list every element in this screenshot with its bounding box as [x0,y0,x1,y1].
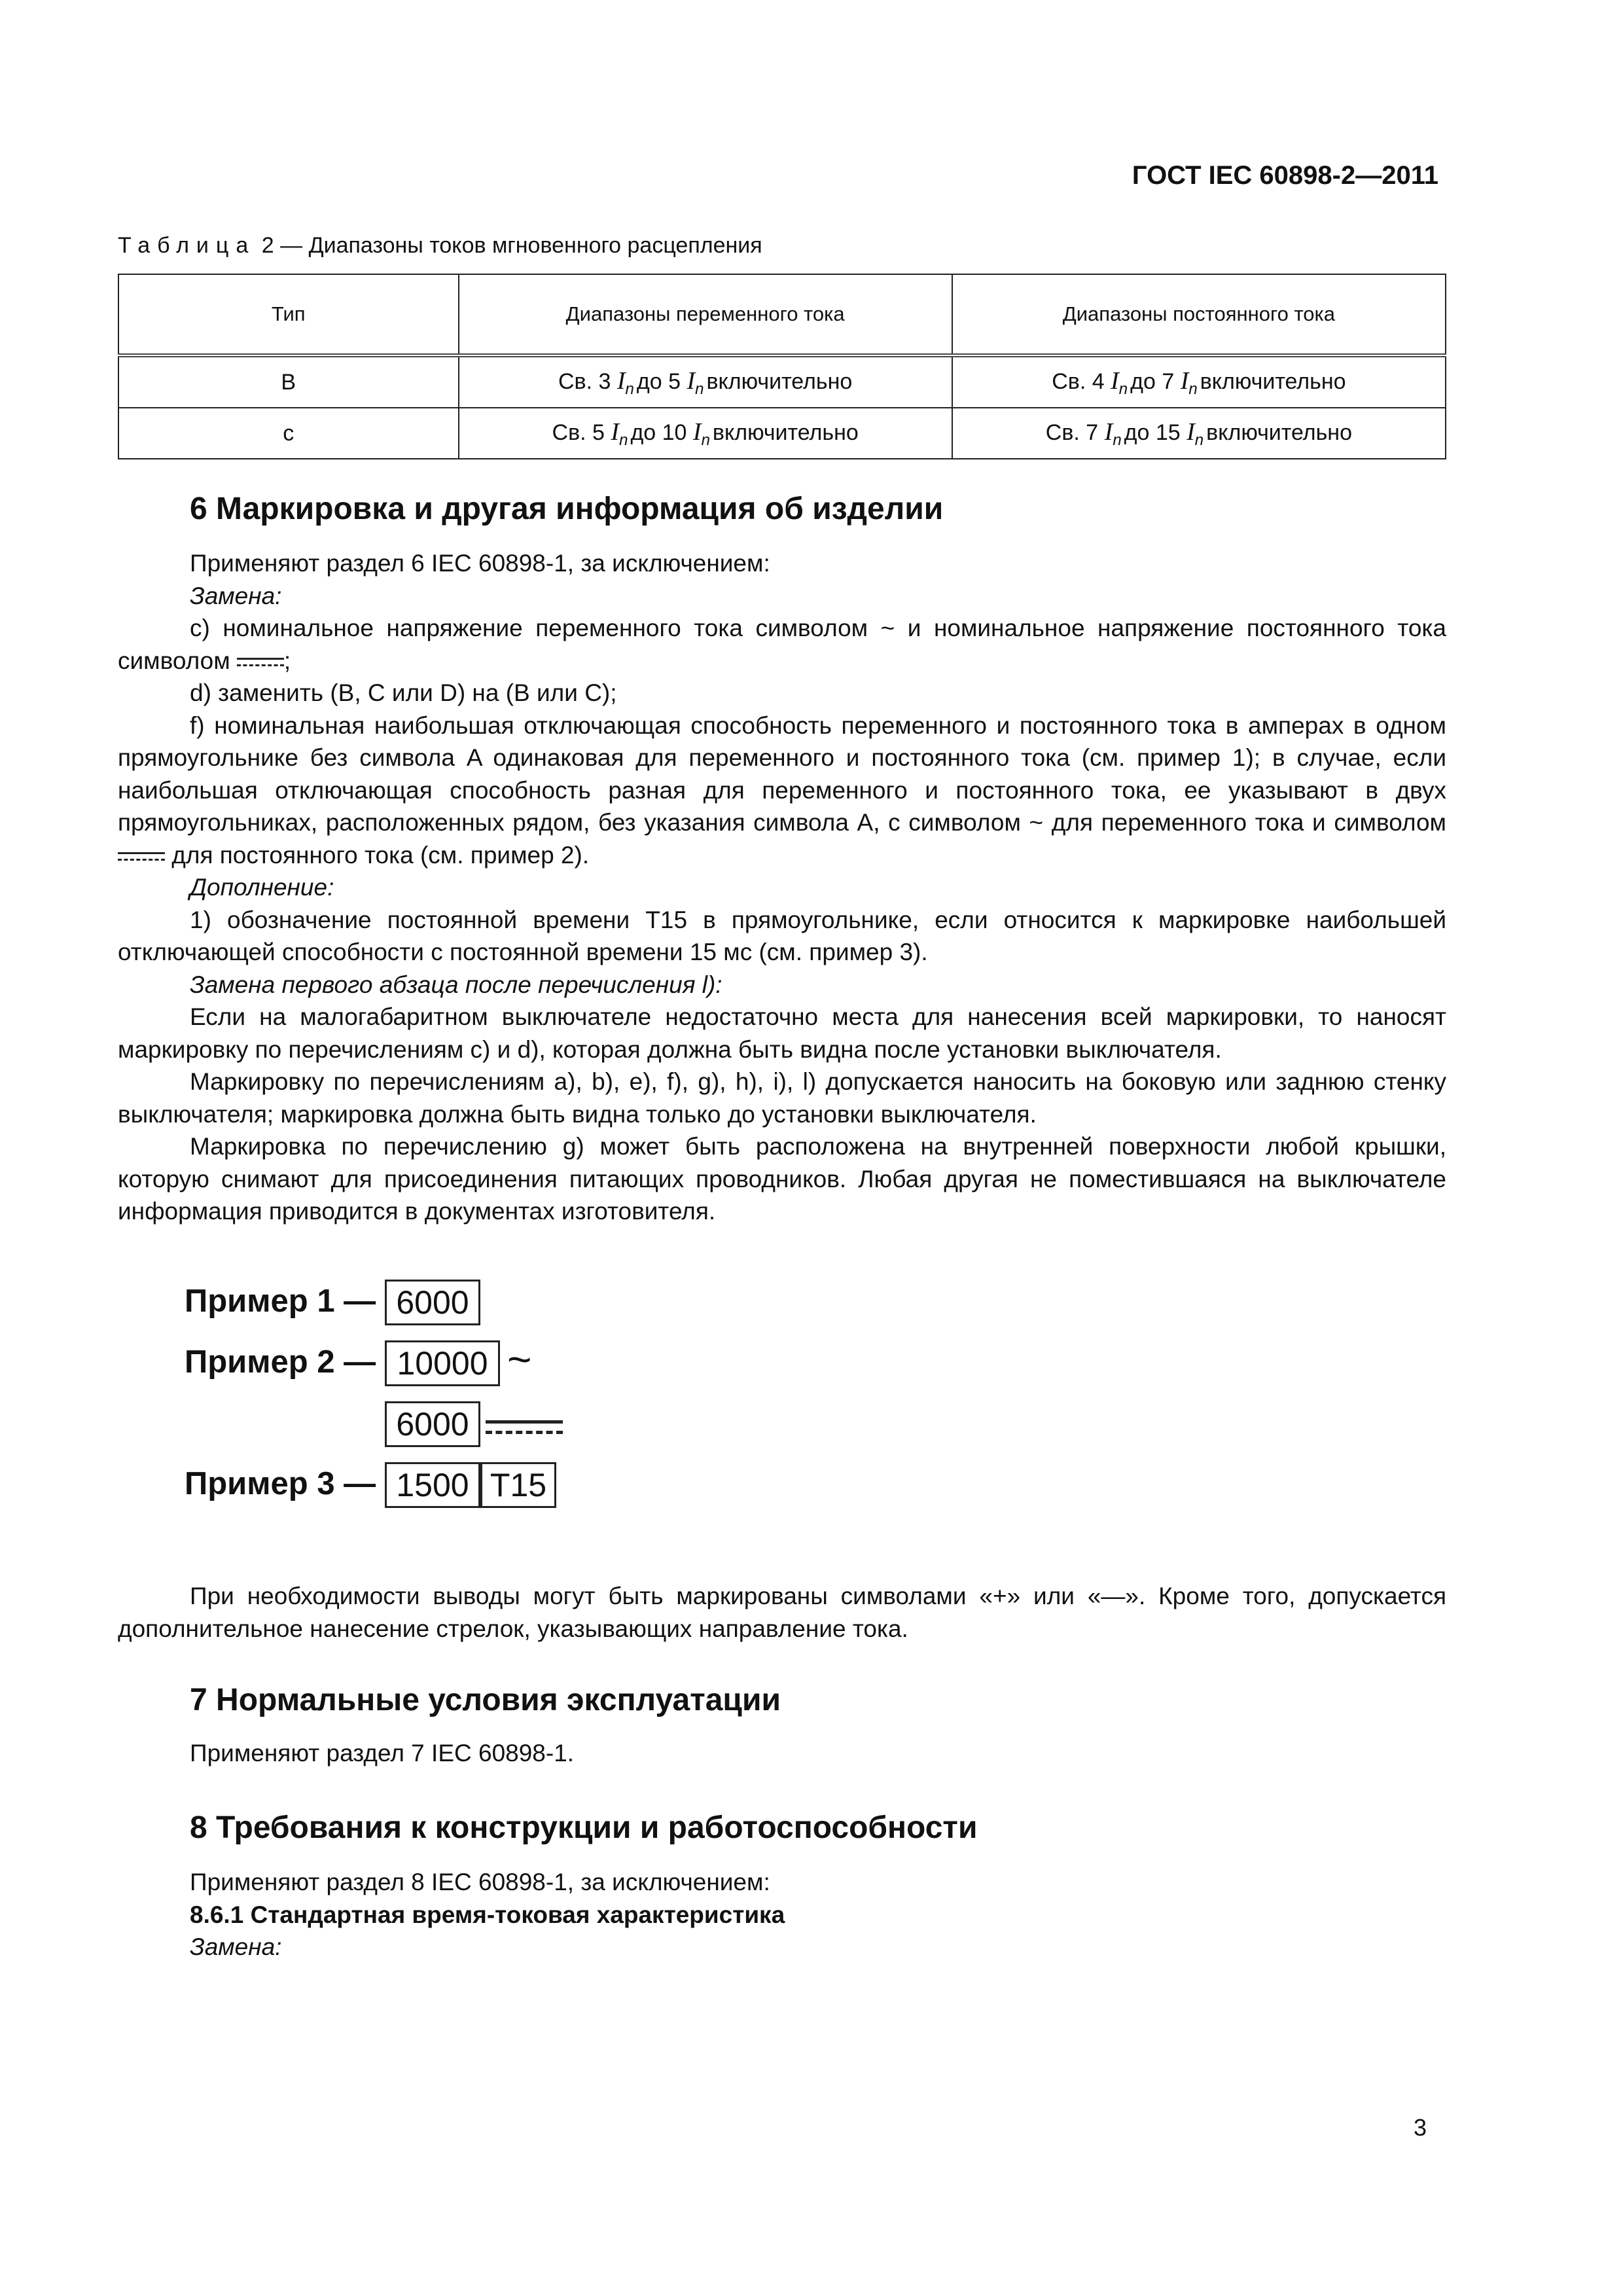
list-item-c-text: c) номинальное напряжение переменного тока символом ~ и номинальное напряжение постоянного тока символом [118,615,1446,674]
dc-symbol-icon [118,850,165,864]
range-from: Св. 3 [558,368,611,394]
column-header-dc: Диапазоны постоянного тока [952,274,1446,355]
example-1-box: 6000 [385,1280,480,1325]
column-header-type: Тип [118,274,459,355]
list-item-c-end: ; [283,647,291,674]
current-subscript: n [619,431,628,449]
section-6-body [118,547,1446,1228]
example-2-dc-box: 6000 [385,1401,480,1447]
cell-dc-range [952,355,1446,408]
range-to: до 10 [630,420,687,445]
replace-label: Замена: [190,582,282,609]
page-number: 3 [1414,2114,1427,2141]
cell-ac-range [459,408,952,459]
range-from: Св. 7 [1045,420,1099,445]
current-symbol: I [687,367,696,395]
replace-label: Замена: [190,1933,282,1960]
current-symbol: I [1186,418,1195,446]
range-to: до 5 [636,368,681,394]
table-row [118,408,1446,459]
table-caption [118,233,762,259]
paragraph: Маркировка по перечислению g) может быть расположена на внутренней поверхности любой крышки, которую снимают для присоединения питающих проводников. Любая другая не поместившаяся на выключателе информация приводится в документах изготовителя. [118,1133,1446,1225]
current-subscript: n [625,380,634,398]
section-7-body [118,1737,1446,1770]
current-symbol: I [1180,367,1189,395]
current-symbol: I [616,367,626,395]
current-subscript: n [695,380,704,398]
list-item-f-text: f) номинальная наибольшая отключающая способность переменного и постоянного тока в амперах в одном прямоугольнике без символа A одинаковая для переменного и постоянного тока (см. пример 1); в случае, если наибольшая отключающая способность разная для переменного и постоянного тока, ее указывают в двух прямоугольниках, расположенных рядом, без указания символа A, с символом ~ для переменного тока и символом [118,711,1446,836]
paragraph: При необходимости выводы могут быть маркированы символами «+» или «—». Кроме того, допускается дополнительное нанесение стрелок, указывающих направление тока. [118,1583,1446,1642]
paragraph: Маркировку по перечислениям a), b), e), f), g), h), i), l) допускается наносить на боковую или заднюю стенку выключателя; маркировка должна быть видна только до установки выключателя. [118,1068,1446,1128]
paragraph: Применяют раздел 8 IEC 60898-1, за исключением: [190,1869,770,1895]
range-inclusive: включительно [1200,368,1346,394]
terminal-marking-paragraph-block [118,1580,1446,1645]
current-symbol: I [692,418,702,446]
example-1-label: Пример 1 — [185,1283,376,1319]
current-subscript: n [701,431,710,449]
current-symbol: I [1111,367,1119,395]
section-8-title: 8 Требования к конструкции и работоспособности [190,1810,978,1845]
ac-tilde-icon: ~ [507,1336,532,1383]
example-3-label: Пример 3 — [185,1466,376,1501]
example-3-value-box: 1500 [385,1462,480,1508]
list-item-f [118,709,1446,872]
paragraph: Применяют раздел 7 IEC 60898-1. [190,1740,575,1767]
dc-symbol-icon [486,1420,563,1436]
list-item-f-end: для постоянного тока (см. пример 2). [171,841,590,869]
table-caption-word: Таблица [118,233,256,258]
current-symbol: I [1104,418,1113,446]
example-3-time-constant-box: T15 [480,1462,556,1508]
addition-label: Дополнение: [190,874,334,901]
cell-type: c [118,408,459,459]
current-subscript: n [1113,431,1122,449]
range-to: до 15 [1124,420,1181,445]
subsection-8-6-1-title: 8.6.1 Стандартная время-токовая характеристика [190,1901,785,1928]
column-header-ac: Диапазоны переменного тока [459,274,952,355]
list-item-d: d) заменить (B, C или D) на (B или C); [190,679,617,706]
list-item-c [118,612,1446,677]
current-subscript: n [1188,380,1198,398]
example-2-ac-box: 10000 [385,1340,500,1386]
paragraph: Если на малогабаритном выключателе недостаточно места для нанесения всей маркировки, то наносят маркировку по перечислениям c) и d), которая должна быть видна после установки выключателя. [118,1003,1446,1063]
list-item-1: 1) обозначение постоянной времени T15 в прямоугольнике, если относится к маркировке наибольшей отключающей способности с постоянной времени 15 мс (см. пример 3). [118,906,1446,965]
range-from: Св. 5 [552,420,605,445]
paragraph: Применяют раздел 6 IEC 60898-1, за исключением: [190,550,770,577]
replace-first-paragraph-label: Замена первого абзаца после перечисления l): [190,971,722,998]
current-subscript: n [1118,380,1128,398]
example-2-label: Пример 2 — [185,1344,376,1380]
cell-ac-range [459,355,952,408]
current-subscript: n [1194,431,1204,449]
section-8-body [118,1866,1446,1964]
document-code-header: ГОСТ IEC 60898-2—2011 [1132,161,1438,190]
table-header-row [118,274,1446,355]
range-inclusive: включительно [1206,420,1352,445]
range-inclusive: включительно [712,420,859,445]
current-symbol: I [611,418,620,446]
range-from: Св. 4 [1052,368,1105,394]
table-caption-text: 2 — Диапазоны токов мгновенного расцепления [261,233,762,258]
dc-symbol-icon [237,655,284,670]
range-inclusive: включительно [706,368,853,394]
section-7-title: 7 Нормальные условия эксплуатации [190,1683,781,1717]
range-to: до 7 [1130,368,1175,394]
section-6-title: 6 Маркировка и другая информация об изделии [190,492,944,526]
cell-dc-range [952,408,1446,459]
instant-tripping-ranges-table [118,274,1446,459]
cell-type: B [118,355,459,408]
table-row [118,355,1446,408]
